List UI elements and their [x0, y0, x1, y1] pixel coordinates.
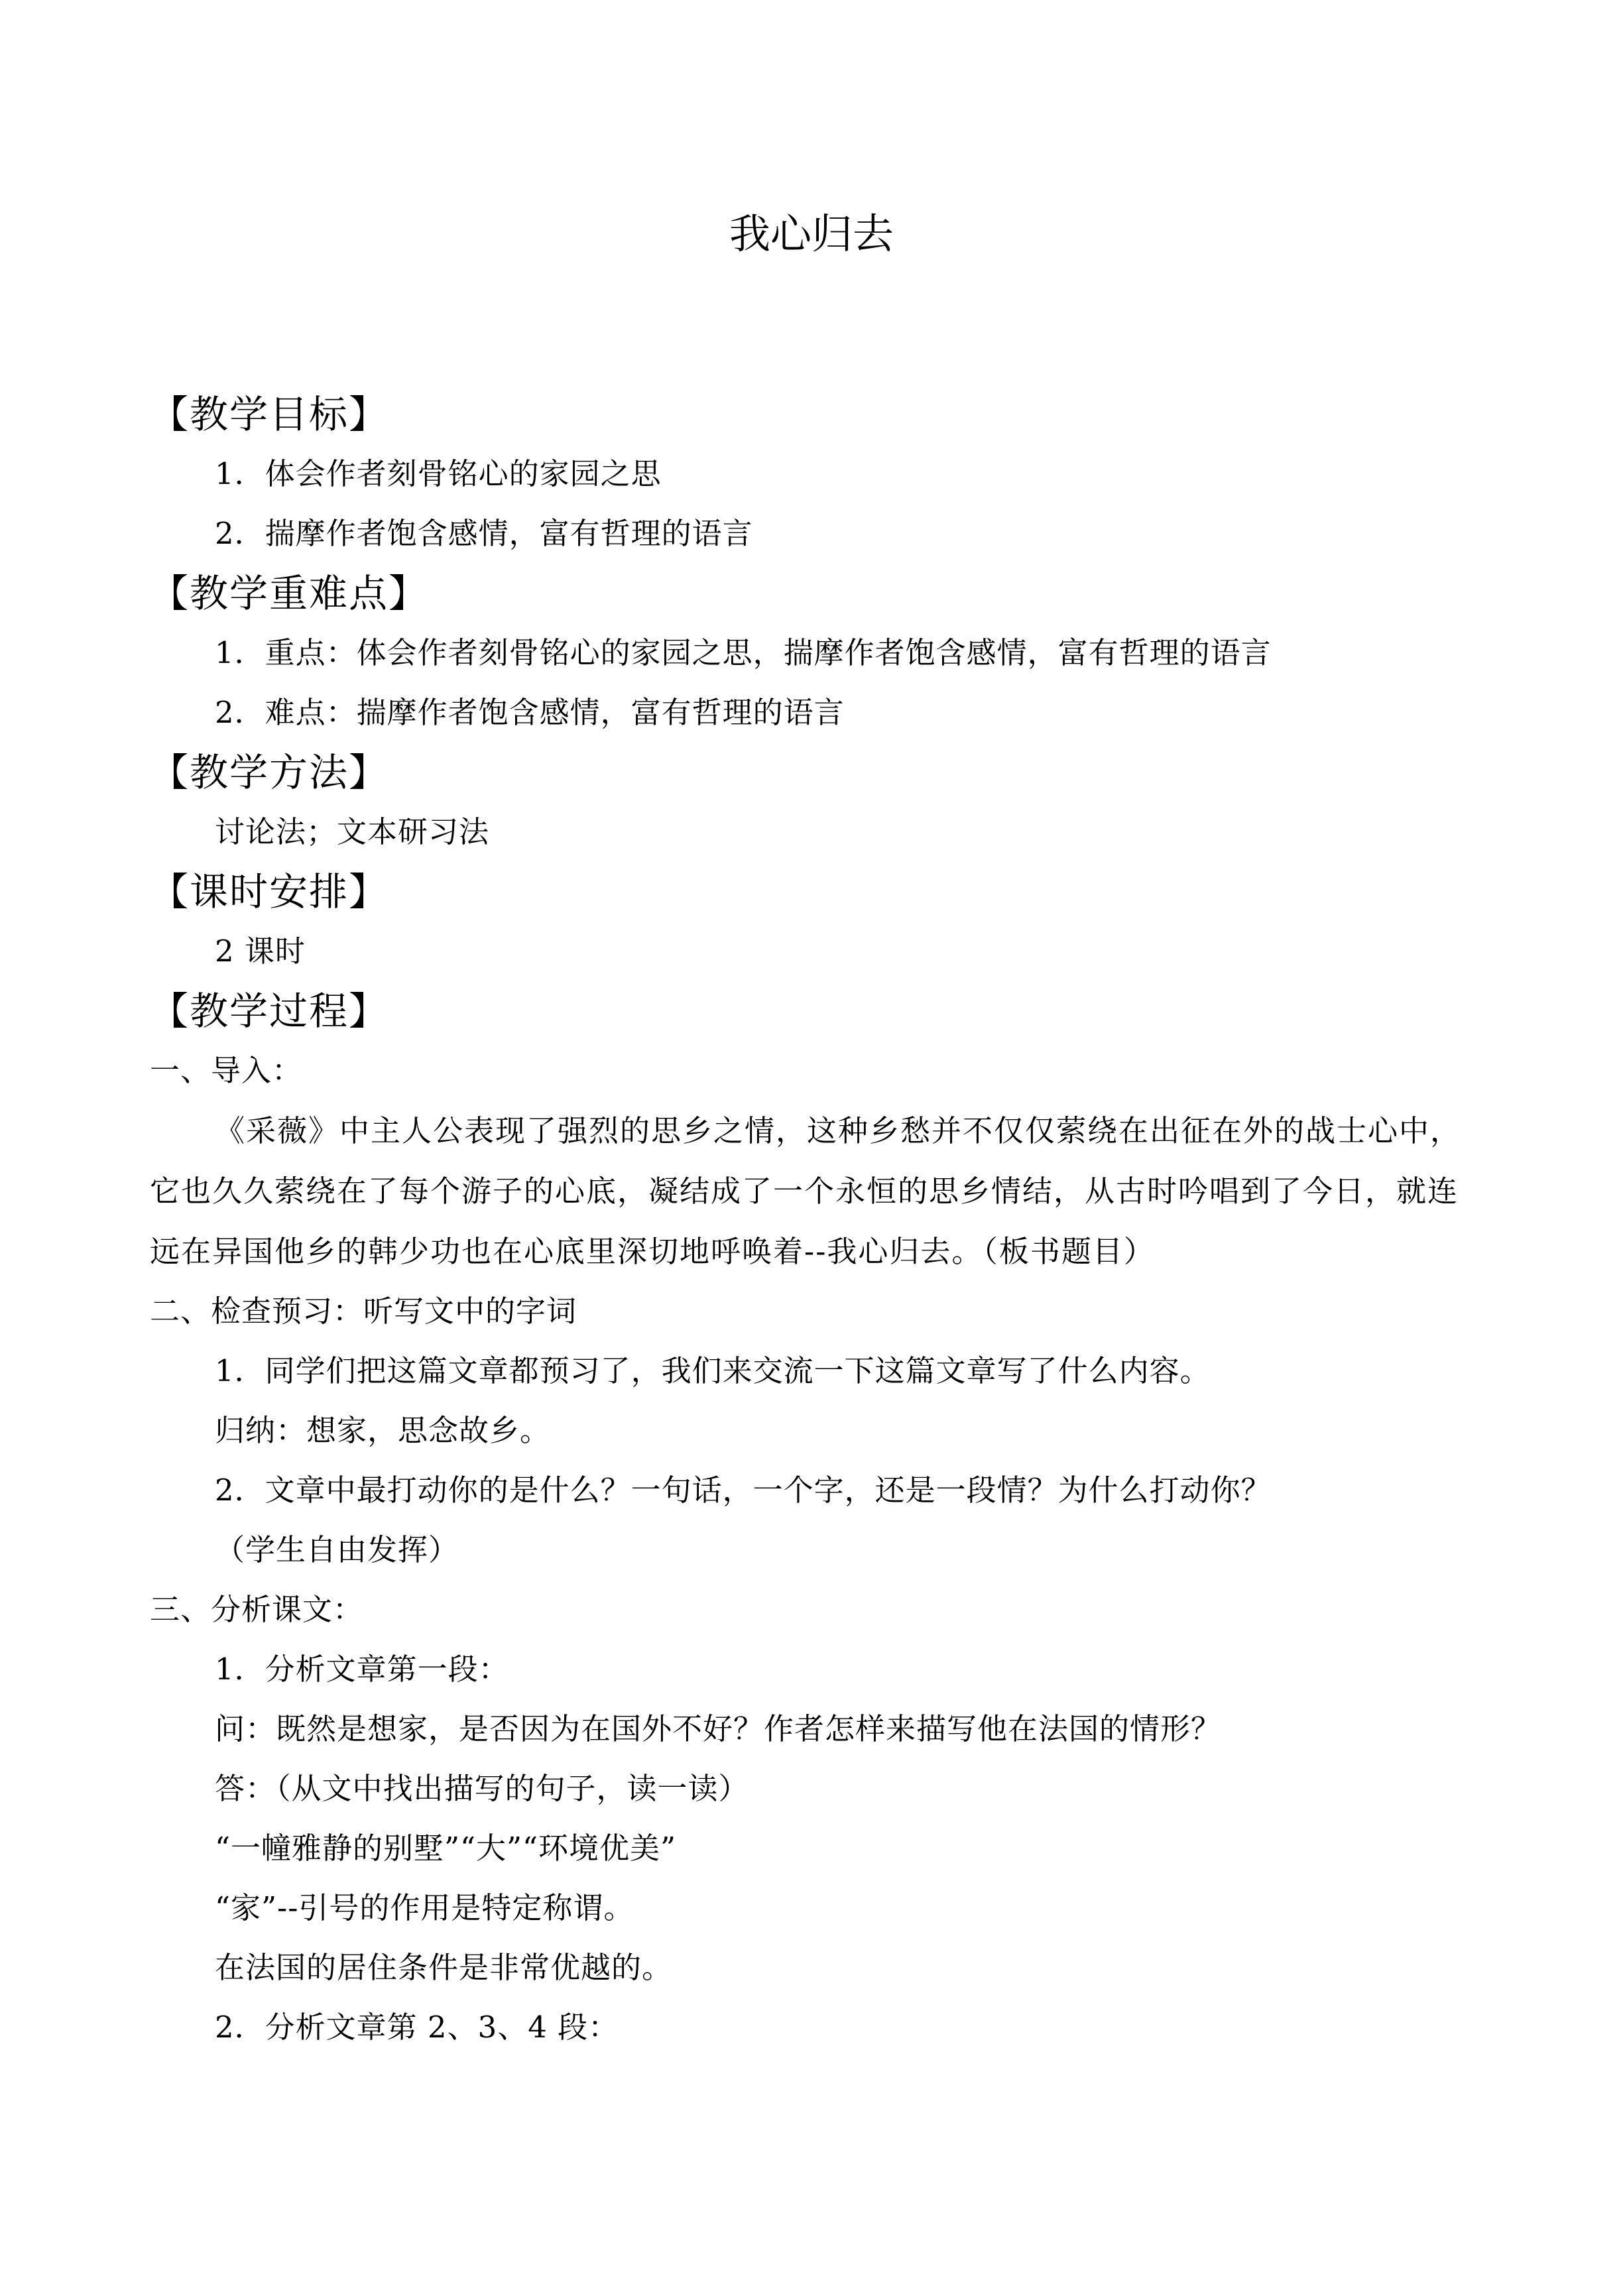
document-title: 我心归去	[729, 210, 894, 258]
key-point-item: 1．重点：体会作者刻骨铭心的家园之思，揣摩作者饱含感情，富有哲理的语言	[215, 635, 1272, 670]
schedule-text: 2 课时	[215, 934, 306, 969]
objective-item: 2．揣摩作者饱含感情，富有哲理的语言	[215, 516, 753, 551]
objective-item: 1．体会作者刻骨铭心的家园之思	[215, 456, 662, 491]
preview-title: 二、检查预习：听写文中的字词	[150, 1294, 577, 1329]
methods-heading: 【教学方法】	[150, 750, 389, 795]
key-points-heading: 【教学重难点】	[150, 571, 429, 616]
preview-line: 归纳：想家，思念故乡。	[215, 1413, 551, 1448]
analysis-line: 问：既然是想家，是否因为在国外不好？作者怎样来描写他在法国的情形？	[215, 1711, 1222, 1746]
intro-paragraph: 《采薇》中主人公表现了强烈的思乡之情，这种乡愁并不仅仅萦绕在出征在外的战士心中，它也久久萦绕在了每个游子的心底，凝结成了一个永恒的思乡情结，从古时吟唱到了今日，就连远在异国他乡的韩少功也在心底里深切地呼唤着--我心归去。（板书题目）	[150, 1113, 1462, 1269]
analysis-line: 1．分析文章第一段：	[215, 1652, 509, 1687]
objectives-heading: 【教学目标】	[150, 392, 389, 437]
analysis-line: “家”--引号的作用是特定称谓。	[215, 1890, 634, 1925]
schedule-heading: 【课时安排】	[150, 869, 389, 914]
preview-line: （学生自由发挥）	[215, 1532, 459, 1567]
document-body	[150, 385, 1489, 2057]
analysis-line: 在法国的居住条件是非常优越的。	[215, 1950, 673, 1985]
analysis-line: 2．分析文章第 2、3、4 段：	[215, 2010, 619, 2045]
intro-title: 一、导入：	[150, 1053, 303, 1088]
analysis-line: 答：（从文中找出描写的句子，读一读）	[215, 1771, 749, 1806]
methods-text: 讨论法；文本研习法	[215, 814, 490, 849]
preview-line: 2．文章中最打动你的是什么？一句话，一个字，还是一段情？为什么打动你？	[215, 1473, 1272, 1508]
process-heading: 【教学过程】	[150, 989, 389, 1034]
analysis-line: “一幢雅静的别墅”“大”“环境优美”	[215, 1831, 677, 1866]
analysis-title: 三、分析课文：	[150, 1592, 364, 1627]
key-point-item: 2．难点：揣摩作者饱含感情，富有哲理的语言	[215, 695, 845, 730]
preview-line: 1．同学们把这篇文章都预习了，我们来交流一下这篇文章写了什么内容。	[215, 1353, 1211, 1388]
